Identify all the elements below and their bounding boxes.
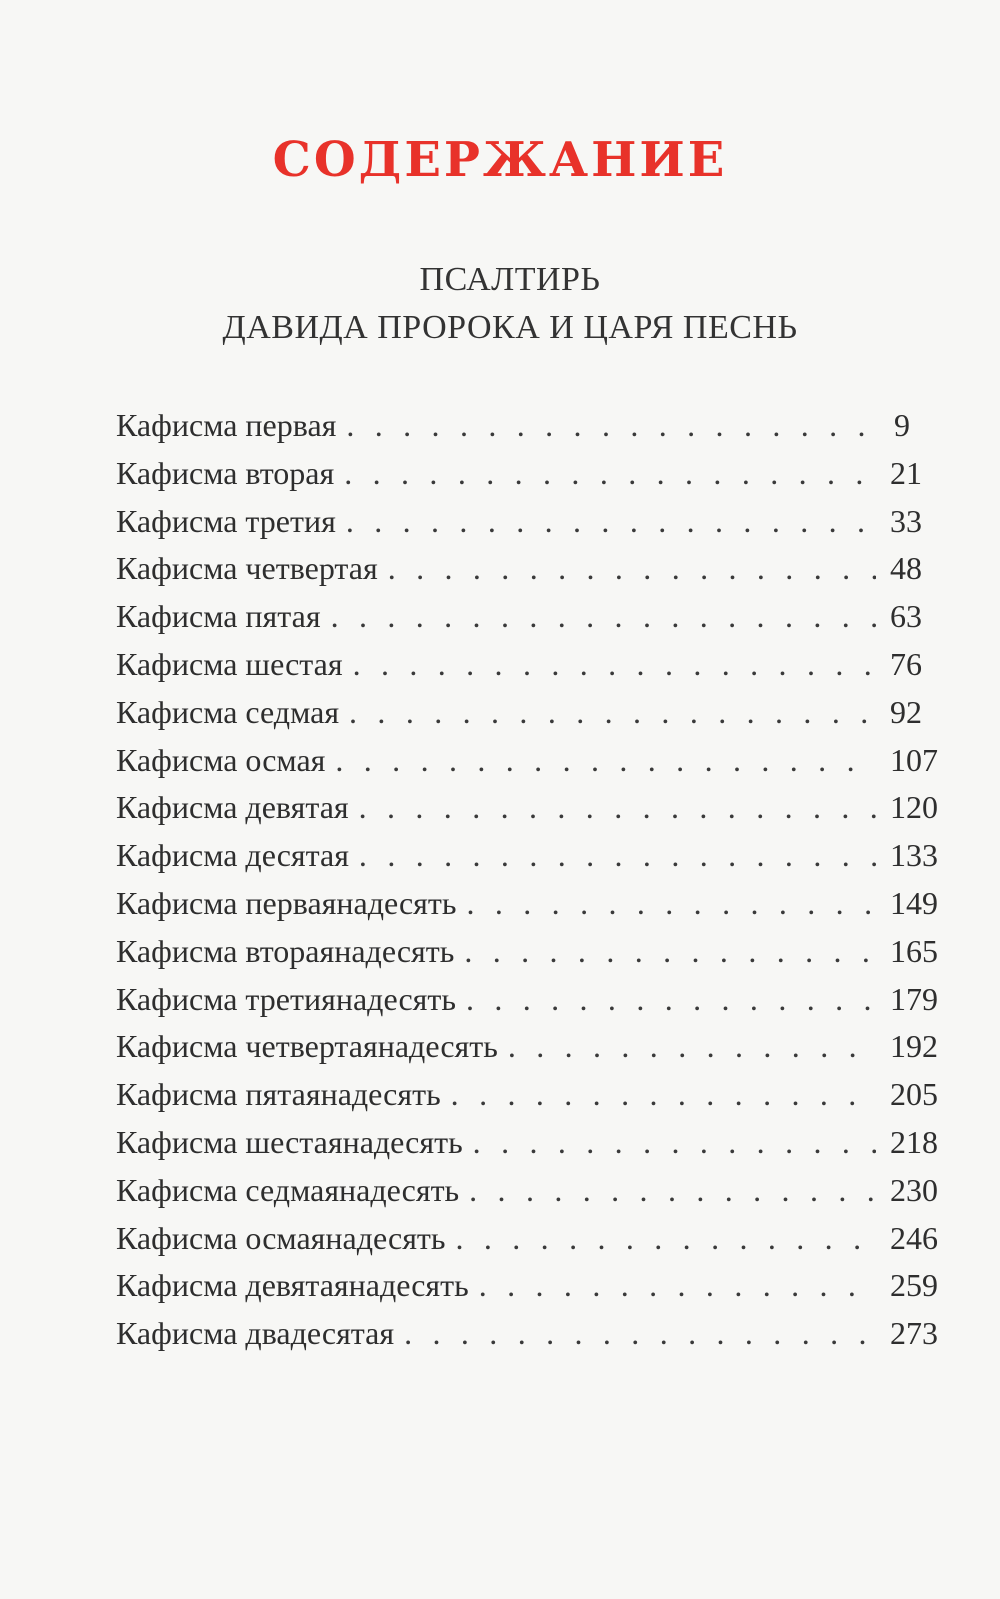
dot-leader — [404, 1310, 876, 1358]
toc-entry-label: Кафисма первая — [116, 407, 337, 443]
toc-entry-page: 76 — [890, 645, 922, 682]
dot-leader — [451, 1071, 876, 1119]
toc-entry-page: 63 — [890, 598, 922, 635]
toc-entry[interactable] — [116, 1262, 938, 1310]
toc-entry[interactable] — [116, 1310, 938, 1358]
toc-entry-page: 33 — [890, 502, 922, 539]
toc-entry[interactable] — [116, 1023, 938, 1071]
toc-entry-page: 133 — [890, 837, 938, 874]
toc-entry-label: Кафисма осмая — [116, 741, 326, 778]
toc-entry-page: 149 — [890, 884, 938, 921]
dot-leader — [359, 832, 876, 880]
dot-leader — [466, 880, 876, 928]
toc-entry-page: 218 — [890, 1123, 938, 1160]
toc-entry[interactable] — [116, 1119, 938, 1167]
toc-entry[interactable] — [116, 737, 938, 785]
toc-entry-page: 21 — [890, 454, 922, 491]
toc-entry-page: 205 — [890, 1076, 938, 1113]
toc-entry-label: Кафисма седмая — [116, 693, 340, 730]
dot-leader — [479, 1262, 876, 1310]
toc-entry-page: 9 — [894, 407, 910, 443]
toc-entry-page: 259 — [890, 1267, 938, 1304]
toc-entry-label: Кафисма перваянадесять — [116, 884, 457, 921]
toc-entry-label: Кафисма втораянадесять — [116, 932, 455, 969]
dot-leader — [455, 1215, 876, 1263]
toc-entry-label: Кафисма десятая — [116, 837, 349, 874]
dot-leader — [349, 689, 876, 737]
toc-entry-label: Кафисма вторая — [116, 454, 335, 491]
toc-entry-label: Кафисма двадесятая — [116, 1315, 395, 1352]
dot-leader — [344, 450, 876, 498]
toc-entry-page: 179 — [890, 980, 938, 1017]
toc-entry-page: 246 — [890, 1219, 938, 1256]
toc-entry-page: 48 — [890, 550, 922, 587]
toc-entry-page: 92 — [890, 693, 922, 730]
toc-entry[interactable] — [116, 689, 922, 737]
toc-entry[interactable] — [116, 880, 938, 928]
toc-entry[interactable] — [116, 928, 938, 976]
toc-entry[interactable] — [116, 450, 922, 498]
toc-entry-label: Кафисма пятая — [116, 598, 321, 635]
dot-leader — [331, 593, 876, 641]
toc-entry-label: Кафисма четвертаянадесять — [116, 1028, 498, 1065]
toc-entry[interactable] — [116, 1071, 938, 1119]
toc-entry-label: Кафисма девятаянадесять — [116, 1267, 469, 1304]
dot-leader — [388, 545, 876, 593]
toc-entry[interactable] — [116, 784, 938, 832]
dot-leader — [473, 1119, 876, 1167]
toc-entry[interactable] — [116, 1167, 938, 1215]
dot-leader — [508, 1023, 876, 1071]
toc-entry[interactable] — [116, 593, 922, 641]
dot-leader — [346, 402, 876, 450]
dot-leader — [346, 498, 876, 546]
subtitle-psalter: ПСАЛТИРЬ — [419, 261, 601, 298]
toc-entry-label: Кафисма пятаянадесять — [116, 1076, 441, 1113]
toc-entry[interactable] — [116, 545, 922, 593]
toc-entry-label: Кафисма седмаянадесять — [116, 1171, 460, 1208]
dot-leader — [464, 928, 876, 976]
toc-entry[interactable] — [116, 976, 938, 1024]
dot-leader — [359, 784, 876, 832]
toc-entry-label: Кафисма четвертая — [116, 550, 378, 587]
toc-entry-page: 230 — [890, 1171, 938, 1208]
dot-leader — [469, 1167, 876, 1215]
toc-entry[interactable] — [116, 498, 922, 546]
toc-entry[interactable] — [116, 1215, 938, 1263]
toc-entry-page: 192 — [890, 1028, 938, 1065]
dot-leader — [466, 976, 876, 1024]
toc-entry-page: 273 — [890, 1315, 938, 1352]
toc-entry-page: 120 — [890, 789, 938, 826]
toc-entry[interactable] — [116, 832, 938, 880]
table-of-contents — [116, 402, 938, 1358]
page-title: СОДЕРЖАНИЕ — [272, 132, 728, 188]
toc-entry-label: Кафисма осмаянадесять — [116, 1219, 446, 1256]
toc-entry-page: 107 — [890, 741, 938, 778]
toc-entry-label: Кафисма шестая — [116, 645, 343, 682]
subtitle-david: ДАВИДА ПРОРОКА И ЦАРЯ ПЕСНЬ — [222, 309, 798, 346]
toc-entry-label: Кафисма третия — [116, 502, 336, 539]
dot-leader — [353, 641, 876, 689]
toc-entry[interactable] — [116, 641, 922, 689]
toc-entry-label: Кафисма девятая — [116, 789, 349, 826]
toc-entry-label: Кафисма третиянадесять — [116, 980, 456, 1017]
toc-entry-label: Кафисма шестаянадесять — [116, 1123, 463, 1160]
toc-entry-page: 165 — [890, 932, 938, 969]
toc-entry[interactable] — [116, 402, 910, 450]
dot-leader — [335, 737, 876, 785]
